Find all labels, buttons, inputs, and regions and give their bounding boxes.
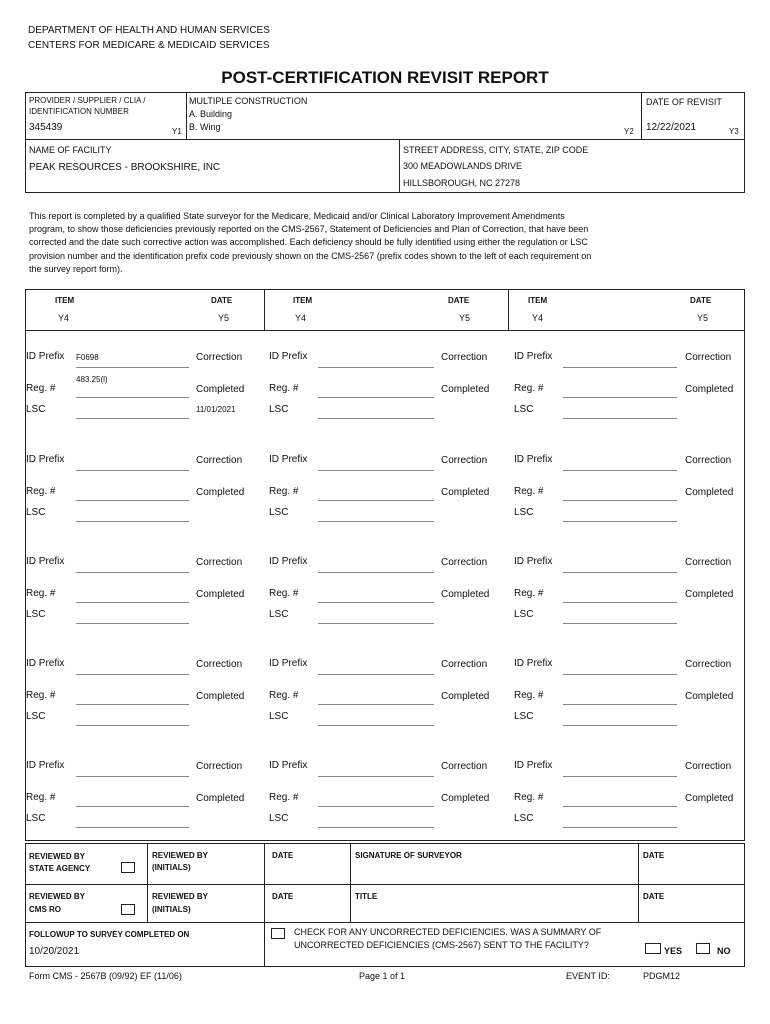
entry-date-value[interactable]: 11/01/2021 (196, 405, 236, 414)
event-id-value: PDGM12 (643, 971, 681, 981)
correction-label: Correction (685, 352, 732, 363)
id-prefix-label: ID Prefix (514, 454, 553, 465)
facility-name[interactable]: PEAK RESOURCES - BROOKSHIRE, INC (29, 162, 221, 173)
item-header: ITEM (293, 296, 313, 305)
provider-label-2: IDENTIFICATION NUMBER (29, 107, 129, 116)
id-prefix-field[interactable] (318, 470, 434, 471)
reg-label: Reg. # (26, 383, 56, 394)
id-prefix-field[interactable] (563, 470, 677, 471)
address-line-2[interactable]: HILLSBOROUGH, NC 27278 (403, 178, 521, 188)
initials-label-2: (INITIALS) (152, 863, 191, 872)
instructions-line: provision number and the identification prefix code previously shown on the CMS-2567 (prefix codes shown to the left of each requirement on (29, 250, 592, 261)
title-label: TITLE (355, 892, 378, 901)
id-prefix-label: ID Prefix (269, 454, 308, 465)
entry-reg-value[interactable]: 483.25(l) (76, 375, 108, 384)
lsc-field[interactable] (318, 623, 434, 624)
completed-label: Completed (685, 793, 734, 804)
followup-date[interactable]: 10/20/2021 (29, 946, 80, 957)
correction-label: Correction (685, 659, 732, 670)
completed-label: Completed (441, 487, 490, 498)
reg-field[interactable] (76, 397, 189, 398)
event-id-label: EVENT ID: (566, 971, 610, 981)
reg-field[interactable] (563, 806, 677, 807)
id-prefix-label: ID Prefix (514, 658, 553, 669)
date-code: Y5 (697, 313, 709, 323)
id-prefix-label: ID Prefix (26, 658, 65, 669)
state-agency-label: REVIEWED BY (29, 852, 86, 861)
lsc-field[interactable] (76, 827, 189, 828)
reg-field[interactable] (76, 806, 189, 807)
department-name: DEPARTMENT OF HEALTH AND HUMAN SERVICES (28, 25, 270, 36)
no-checkbox[interactable] (696, 943, 710, 954)
lsc-label: LSC (269, 813, 289, 824)
instructions-line: This report is completed by a qualified State surveyor for the Medicare, Medicaid and/or Clinical Laboratory Improvement Amendments (29, 211, 565, 221)
reg-label: Reg. # (514, 383, 544, 394)
lsc-field[interactable] (318, 521, 434, 522)
construction-code: Y2 (624, 127, 634, 136)
entry-id-prefix-value[interactable]: F0698 (76, 353, 99, 362)
state-agency-label-2: STATE AGENCY (29, 864, 91, 873)
initials-label: REVIEWED BY (152, 892, 209, 901)
reg-label: Reg. # (269, 792, 299, 803)
reg-label: Reg. # (269, 486, 299, 497)
provider-info-box (25, 92, 745, 193)
reg-label: Reg. # (514, 486, 544, 497)
address-label: STREET ADDRESS, CITY, STATE, ZIP CODE (403, 145, 589, 155)
id-prefix-label: ID Prefix (26, 760, 65, 771)
lsc-label: LSC (514, 711, 534, 722)
item-code: Y4 (532, 313, 544, 323)
id-prefix-label: ID Prefix (269, 556, 308, 567)
lsc-label: LSC (514, 813, 534, 824)
instructions-line: the survey report form). (29, 263, 123, 274)
reg-field[interactable] (563, 704, 677, 705)
completed-label: Completed (685, 487, 734, 498)
lsc-field[interactable] (563, 418, 677, 419)
lsc-label: LSC (26, 711, 46, 722)
reg-label: Reg. # (269, 690, 299, 701)
provider-label: PROVIDER / SUPPLIER / CLIA / (29, 96, 146, 105)
correction-label: Correction (196, 455, 243, 466)
correction-label: Correction (196, 557, 243, 568)
reg-field[interactable] (318, 500, 434, 501)
id-prefix-label: ID Prefix (514, 760, 553, 771)
reg-field[interactable] (76, 602, 189, 603)
id-prefix-field[interactable] (563, 367, 677, 368)
date-header: DATE (211, 296, 233, 305)
id-prefix-field[interactable] (76, 674, 189, 675)
date-label: DATE (272, 892, 294, 901)
lsc-label: LSC (269, 609, 289, 620)
completed-label: Completed (685, 691, 734, 702)
initials-label: REVIEWED BY (152, 851, 209, 860)
item-code: Y4 (58, 313, 70, 323)
instructions-line: corrected and the date such corrective action was accomplished. Each deficiency should be fully identified using either the regulation or LSC (29, 237, 588, 248)
id-prefix-field[interactable] (563, 674, 677, 675)
corrections-grid (25, 289, 745, 841)
lsc-field[interactable] (76, 418, 189, 419)
followup-label: FOLLOWUP TO SURVEY COMPLETED ON (29, 930, 190, 939)
id-prefix-field[interactable] (563, 776, 677, 777)
id-prefix-label: ID Prefix (26, 556, 65, 567)
reg-field[interactable] (318, 806, 434, 807)
form-id: Form CMS - 2567B (09/92) EF (11/06) (29, 971, 182, 981)
reg-label: Reg. # (269, 383, 299, 394)
page-title: POST-CERTIFICATION REVISIT REPORT (221, 68, 549, 87)
correction-label: Correction (685, 455, 732, 466)
cms-ro-label: REVIEWED BY (29, 892, 86, 901)
lsc-label: LSC (26, 609, 46, 620)
id-prefix-field[interactable] (318, 367, 434, 368)
completed-label: Completed (441, 384, 490, 395)
correction-label: Correction (685, 761, 732, 772)
cms-ro-label-2: CMS RO (29, 905, 61, 914)
lsc-label: LSC (514, 507, 534, 518)
provider-number[interactable]: 345439 (29, 122, 63, 133)
date-label: DATE (643, 892, 665, 901)
reg-label: Reg. # (26, 588, 56, 599)
building-label: A. Building (189, 109, 233, 119)
correction-label: Correction (441, 659, 488, 670)
uncorrected-question-2: UNCORRECTED DEFICIENCIES (CMS-2567) SENT TO THE FACILITY? (294, 940, 589, 950)
reg-field[interactable] (563, 500, 677, 501)
lsc-label: LSC (514, 404, 534, 415)
facility-name-label: NAME OF FACILITY (29, 145, 112, 155)
reg-label: Reg. # (269, 588, 299, 599)
lsc-label: LSC (26, 507, 46, 518)
reg-field[interactable] (318, 397, 434, 398)
lsc-field[interactable] (318, 725, 434, 726)
reg-field[interactable] (318, 704, 434, 705)
agency-name: CENTERS FOR MEDICARE & MEDICAID SERVICES (28, 40, 270, 51)
signature-label: SIGNATURE OF SURVEYOR (355, 851, 462, 860)
cms-ro-checkbox[interactable] (121, 904, 135, 915)
reg-label: Reg. # (26, 792, 56, 803)
lsc-label: LSC (269, 404, 289, 415)
lsc-field[interactable] (318, 827, 434, 828)
date-label: DATE (643, 851, 665, 860)
item-code: Y4 (295, 313, 307, 323)
id-prefix-label: ID Prefix (26, 351, 65, 362)
lsc-field[interactable] (76, 521, 189, 522)
date-header: DATE (690, 296, 712, 305)
lsc-label: LSC (514, 609, 534, 620)
no-label: NO (717, 946, 731, 956)
id-prefix-field[interactable] (318, 572, 434, 573)
wing-label: B. Wing (189, 122, 221, 132)
id-prefix-field[interactable] (563, 572, 677, 573)
uncorrected-question: CHECK FOR ANY UNCORRECTED DEFICIENCIES. WAS A SUMMARY OF (294, 927, 602, 937)
address-line-1[interactable]: 300 MEADOWLANDS DRIVE (403, 161, 523, 171)
id-prefix-label: ID Prefix (269, 658, 308, 669)
lsc-field[interactable] (563, 725, 677, 726)
correction-label: Correction (196, 352, 243, 363)
correction-label: Correction (441, 455, 488, 466)
lsc-field[interactable] (563, 521, 677, 522)
lsc-field[interactable] (563, 827, 677, 828)
id-prefix-field[interactable] (318, 776, 434, 777)
date-code: Y5 (218, 313, 230, 323)
date-header: DATE (448, 296, 470, 305)
correction-label: Correction (441, 557, 488, 568)
reg-label: Reg. # (514, 792, 544, 803)
correction-label: Correction (441, 761, 488, 772)
id-prefix-field[interactable] (318, 674, 434, 675)
id-prefix-field[interactable] (76, 470, 189, 471)
completed-label: Completed (441, 691, 490, 702)
construction-label: MULTIPLE CONSTRUCTION (189, 96, 308, 106)
date-code: Y5 (459, 313, 471, 323)
provider-code: Y1 (172, 127, 182, 136)
completed-label: Completed (196, 487, 245, 498)
id-prefix-label: ID Prefix (269, 760, 308, 771)
completed-label: Completed (441, 793, 490, 804)
lsc-label: LSC (269, 711, 289, 722)
lsc-label: LSC (26, 404, 46, 415)
reg-field[interactable] (76, 704, 189, 705)
id-prefix-label: ID Prefix (514, 556, 553, 567)
reg-field[interactable] (563, 602, 677, 603)
reg-label: Reg. # (26, 690, 56, 701)
initials-label-2: (INITIALS) (152, 905, 191, 914)
revisit-date-label: DATE OF REVISIT (646, 97, 722, 107)
lsc-field[interactable] (563, 623, 677, 624)
revisit-date-code: Y3 (729, 127, 739, 136)
completed-label: Completed (196, 691, 245, 702)
correction-label: Correction (441, 352, 488, 363)
date-label: DATE (272, 851, 294, 860)
revisit-date-value[interactable]: 12/22/2021 (646, 122, 697, 133)
completed-label: Completed (196, 793, 245, 804)
item-header: ITEM (55, 296, 75, 305)
lsc-field[interactable] (76, 725, 189, 726)
completed-label: Completed (685, 589, 734, 600)
id-prefix-field[interactable] (76, 572, 189, 573)
id-prefix-label: ID Prefix (26, 454, 65, 465)
lsc-field[interactable] (318, 418, 434, 419)
lsc-label: LSC (269, 507, 289, 518)
correction-label: Correction (196, 761, 243, 772)
id-prefix-label: ID Prefix (514, 351, 553, 362)
instructions-line: program, to show those deficiencies previously reported on the CMS-2567, Statement of Deficiencies and Plan of Correction, that have been (29, 224, 589, 235)
state-agency-checkbox[interactable] (121, 862, 135, 873)
id-prefix-field[interactable] (76, 776, 189, 777)
completed-label: Completed (441, 589, 490, 600)
lsc-label: LSC (26, 813, 46, 824)
yes-label: YES (664, 946, 683, 956)
completed-label: Completed (196, 384, 245, 395)
id-prefix-label: ID Prefix (269, 351, 308, 362)
correction-label: Correction (196, 659, 243, 670)
reg-label: Reg. # (514, 690, 544, 701)
completed-label: Completed (685, 384, 734, 395)
yes-checkbox[interactable] (645, 943, 661, 954)
correction-label: Correction (685, 557, 732, 568)
id-prefix-field[interactable] (76, 367, 189, 368)
completed-label: Completed (196, 589, 245, 600)
reg-field[interactable] (563, 397, 677, 398)
reg-field[interactable] (76, 500, 189, 501)
reg-label: Reg. # (26, 486, 56, 497)
item-header: ITEM (528, 296, 548, 305)
reg-label: Reg. # (514, 588, 544, 599)
uncorrected-checkbox[interactable] (271, 928, 285, 939)
instructions-text (29, 210, 591, 276)
page-number: Page 1 of 1 (359, 971, 406, 981)
lsc-field[interactable] (76, 623, 189, 624)
reg-field[interactable] (318, 602, 434, 603)
